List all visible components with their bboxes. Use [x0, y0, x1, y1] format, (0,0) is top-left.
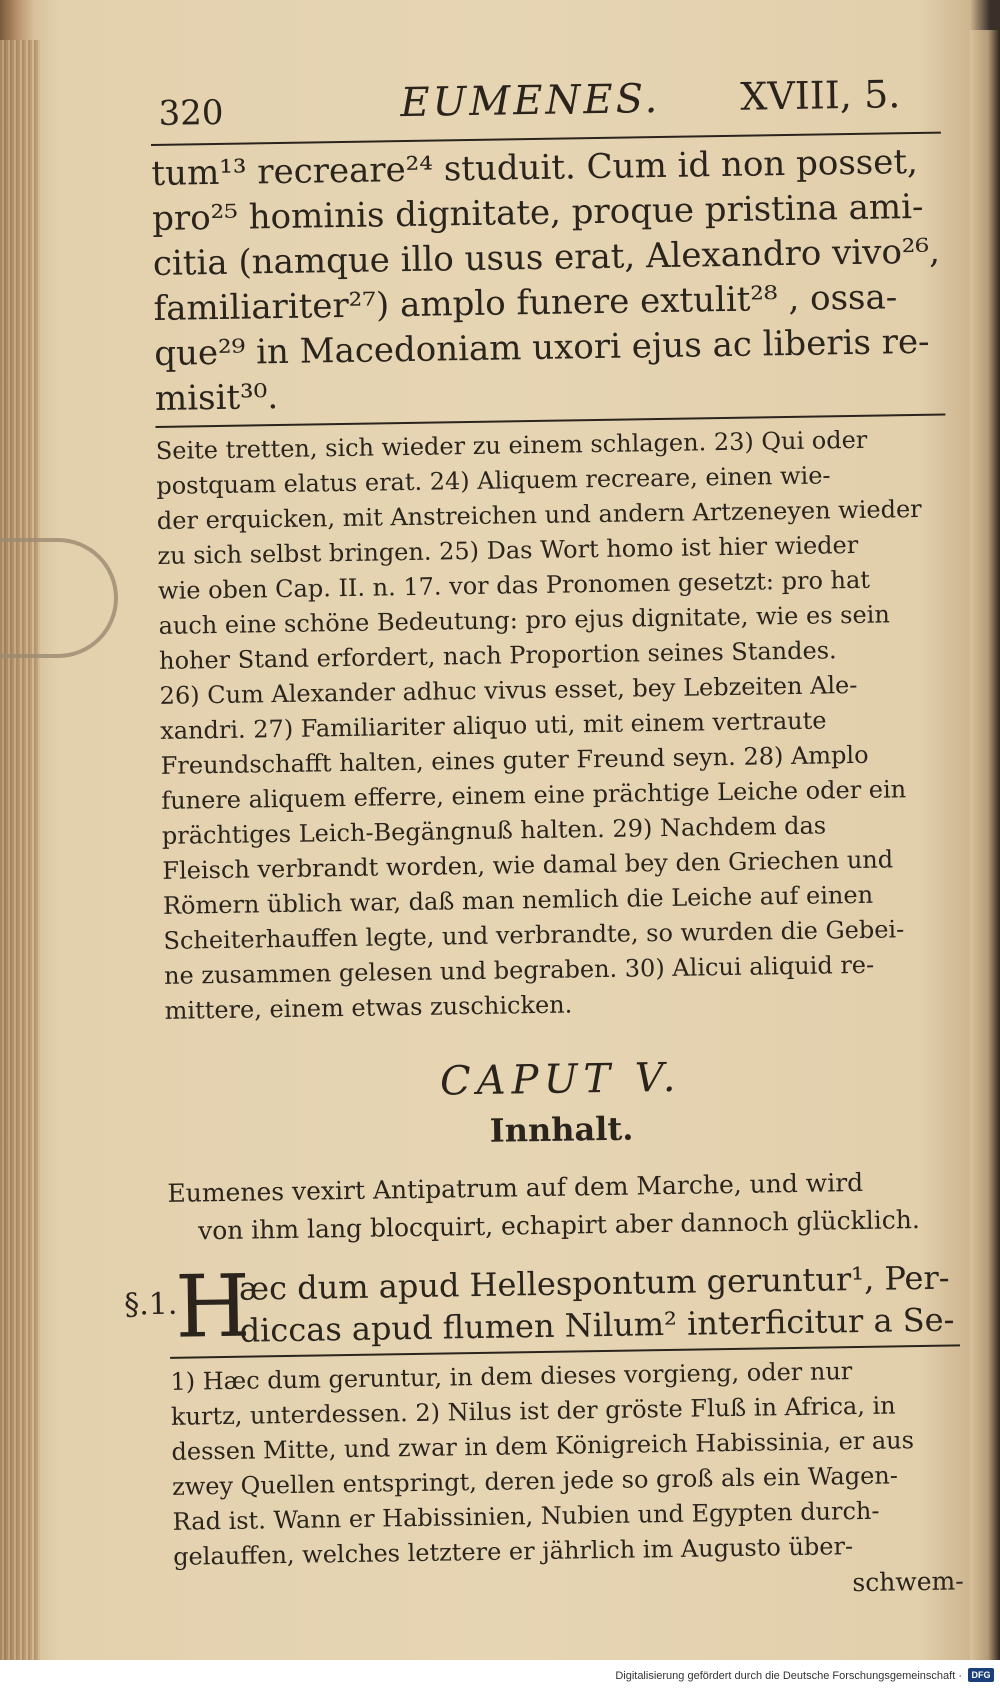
main-text-line: pro²⁵ hominis dignitate, proque pristina ami-	[151, 186, 924, 239]
section-text-line: æc dum apud Hellespontum geruntur¹, Per-	[238, 1258, 950, 1308]
main-text-line: tum¹³ recreare²⁴ studuit. Cum id non posset,	[151, 141, 919, 194]
main-text	[151, 140, 945, 422]
footnote-line: xandri. 27) Familiariter aliquo uti, mit einem vertraute	[160, 706, 827, 745]
main-text-line: que²⁹ in Macedoniam uxori ejus ac liberis re-	[153, 321, 930, 374]
footnote-line: auch eine schöne Bedeutung: pro ejus dignitate, wie es sein	[158, 600, 891, 640]
page-content	[123, 68, 964, 1608]
footnote-line: 1) Hæc dum geruntur, in dem dieses vorgieng, oder nur	[170, 1357, 853, 1396]
footnote-line: Römern üblich war, daß man nemlich die Leiche auf einen	[162, 880, 874, 920]
main-text-line: familiariter²⁷) amplo funere extulit²⁸ , ossa-	[153, 277, 898, 329]
dfg-logo: DFG	[968, 1668, 994, 1682]
running-title: EUMENES.	[400, 75, 661, 127]
footnote-line: zu sich selbst bringen. 25) Das Wort homo ist hier wieder	[157, 530, 859, 570]
drop-cap: H	[174, 1256, 252, 1358]
footnote-line: wie oben Cap. II. n. 17. vor das Pronomen gesetzt: pro hat	[157, 565, 871, 605]
page-edges	[0, 40, 40, 1660]
footer-credit: Digitalisierung gefördert durch die Deutsche Forschungsgemeinschaft ·	[615, 1670, 962, 1682]
footnote-line: hoher Stand erfordert, nach Proportion seines Standes.	[158, 636, 837, 675]
section-text-line: diccas apud flumen Nilum² interficitur a Se-	[239, 1300, 955, 1350]
footnote-line: kurtz, unterdessen. 2) Nilus ist der gröste Fluß in Africa, in	[170, 1391, 896, 1431]
digitization-footer	[0, 1660, 1000, 1693]
footnote-line: der erquicken, mit Anstreichen und andern Artzeneyen wieder	[156, 494, 922, 535]
footnote-line: Seite tretten, sich wieder zu einem schlagen. 23) Qui oder	[155, 425, 868, 465]
chapter-heading: CAPUT V.	[439, 1054, 682, 1105]
footnote-line: Freundschafft halten, eines guter Freund seyn. 28) Amplo	[160, 740, 869, 780]
catchword: schwem-	[852, 1566, 964, 1598]
footnote-line: mittere, einem etwas zuschicken.	[164, 990, 573, 1025]
footnote-line: 26) Cum Alexander adhuc vivus esset, bey Lebzeiten Ale-	[159, 670, 858, 710]
footnotes-top	[156, 422, 955, 1029]
footnotes-bottom	[170, 1352, 963, 1574]
footnote-line: funere aliquem efferre, einem eine prächtige Leiche oder ein	[161, 775, 907, 815]
main-text-line: misit³⁰.	[154, 377, 279, 419]
footnote-line: zwey Quellen entspringt, deren jede so groß als ein Wagen-	[171, 1461, 899, 1501]
chapter-subheading: Innhalt.	[489, 1109, 634, 1150]
footnote-line: Scheiterhauffen legte, und verbrandte, so wurden die Gebei-	[163, 915, 905, 955]
footnote-line: postquam elatus erat. 24) Aliquem recreare, einen wie-	[156, 461, 831, 500]
footnote-line: Rad ist. Wann er Habissinien, Nubien und Egypten durch-	[172, 1496, 880, 1536]
page-number: 320	[158, 92, 224, 134]
footnote-line: dessen Mitte, und zwar in dem Königreich Habissinia, er aus	[171, 1426, 915, 1466]
footnote-line: ne zusammen gelesen und begraben. 30) Alicui aliquid re-	[163, 950, 875, 990]
summary-line: von ihm lang blocquirt, echapirt aber dannoch glücklich.	[197, 1205, 921, 1246]
summary-line: Eumenes vexirt Antipatrum auf dem Marche, und wird	[167, 1167, 864, 1208]
section-marker: §.1.	[123, 1286, 178, 1323]
footnote-line: Fleisch verbrandt worden, wie damal bey den Griechen und	[162, 845, 894, 885]
main-text-line: citia (namque illo usus erat, Alexandro vivo²⁶,	[152, 231, 941, 284]
chapter-reference: XVIII, 5.	[739, 72, 901, 119]
section-1	[123, 1256, 960, 1358]
facing-page-edge	[970, 30, 1000, 1660]
running-header	[150, 68, 941, 140]
footnote-line: gelauffen, welches letztere er jährlich im Augusto über-	[172, 1532, 854, 1571]
chapter-summary	[167, 1162, 958, 1250]
footnote-line: prächtiges Leich-Begängnuß halten. 29) Nachdem das	[161, 811, 827, 850]
bookmark-ribbon	[0, 538, 118, 658]
